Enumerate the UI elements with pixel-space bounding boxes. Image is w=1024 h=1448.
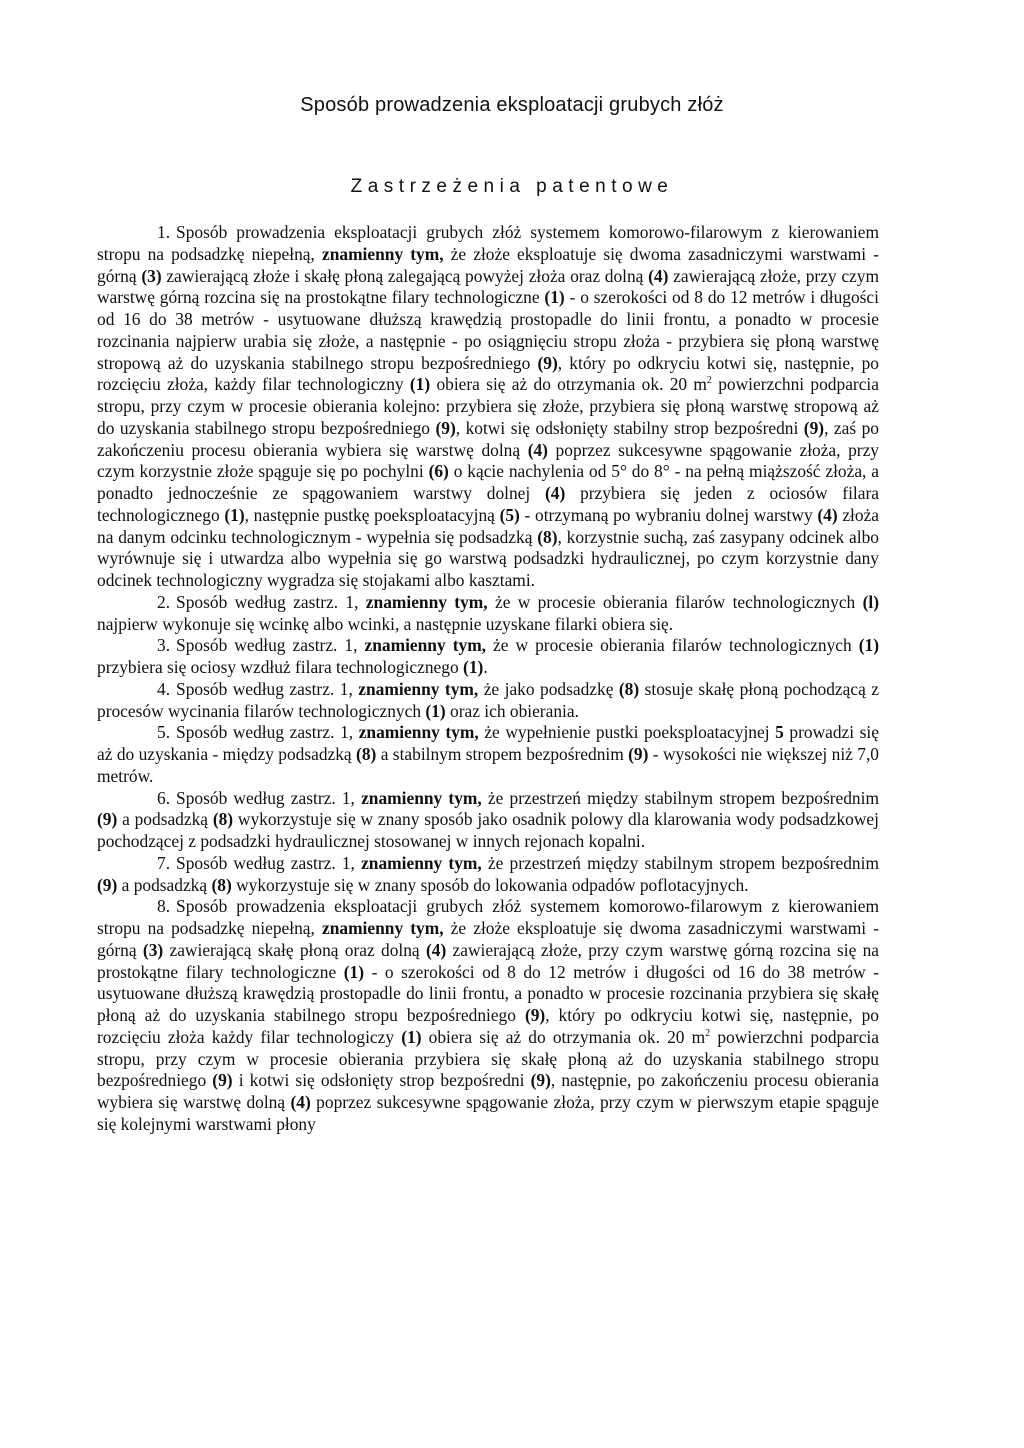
claim-text: obiera się aż do otrzymania ok. 20 m — [430, 374, 707, 395]
claim-text: prowadzi się aż do uzyskania - między podsadzką — [97, 722, 879, 764]
claim-number: 7. — [157, 852, 171, 873]
claim-text: i kotwi się odsłonięty strop bezpośredni — [232, 1070, 531, 1091]
claim-bold-text: znamienny tym, — [365, 591, 488, 612]
claim-bold-text: znamienny tym, — [364, 635, 487, 656]
claim-text: Sposób według zastrz. 1, — [176, 635, 365, 656]
claim-bold-text: (1) — [425, 700, 446, 721]
claim-paragraph — [97, 679, 879, 723]
claim-text: Sposób według zastrz. 1, — [176, 678, 359, 699]
claim-number: 3. — [157, 635, 171, 656]
claim-text: obiera się aż do otrzymania ok. 20 m — [421, 1026, 706, 1047]
claims-list — [97, 222, 879, 1136]
claim-bold-text: (9) — [628, 744, 649, 764]
claim-bold-text: (4) — [290, 1092, 311, 1112]
claim-text: poprzez sukcesywne spągowanie złoża, przy czym w pierwszym etapie spąguje się kolejnymi warstwami płony — [97, 1092, 879, 1134]
claim-bold-text: (9) — [212, 1070, 233, 1091]
claim-bold-text: znamienny tym, — [361, 787, 482, 808]
claim-text: - o szerokości od 8 do 12 metrów i długości od 16 do 38 metrów - usytuowane dłuższą krawędzią prostopadle do linii frontu, a ponadto w procesie rozcinania najpierw urabia się złoże, a następnie - po osiągnięciu stropu złoża - przybiera się płoną warstwę stropową aż do uzyskania stabilnego stropu bezpośredniego — [97, 287, 879, 373]
claim-number: 5. — [157, 722, 171, 743]
claim-text: że złoże eksploatuje się dwoma zasadniczymi warstwami - górną — [97, 243, 879, 286]
claim-text: , który po odkryciu kotwi się, następnie, po rozcięciu złoża, każdy filar technologiczny — [97, 352, 879, 395]
claim-paragraph — [97, 222, 879, 592]
claim-text: że przestrzeń między stabilnym stropem bezpośrednim — [481, 852, 879, 873]
claim-text: , następnie, po zakończeniu procesu obierania wybiera się warstwę dolną — [97, 1070, 879, 1112]
claim-bold-text: (8) — [618, 678, 640, 699]
claim-text: przybiera się jeden z ociosów filara technologicznego — [97, 483, 879, 525]
claim-text: że przestrzeń między stabilnym stropem bezpośrednim — [481, 787, 879, 808]
claim-paragraph — [97, 592, 879, 636]
claim-bold-text: (9) — [524, 1005, 546, 1025]
claim-text: złoża na danym odcinku technologicznym - wypełnia się podsadzką — [97, 504, 880, 547]
claim-bold-text: (8) — [211, 874, 232, 895]
section-heading: Zastrzeżenia patentowe — [350, 176, 674, 197]
claim-text: że w procesie obierania filarów technologicznych — [487, 591, 863, 612]
claim-text: Sposób według zastrz. 1, — [176, 787, 362, 808]
claim-text: Sposób według zastrz. 1, — [176, 852, 362, 873]
document-title: Sposób prowadzenia eksploatacji grubych złóż — [300, 94, 724, 116]
claim-bold-text: (4) — [648, 265, 669, 286]
claim-text: że w procesie obierania filarów technologicznych — [486, 635, 859, 656]
claim-paragraph — [97, 788, 879, 853]
claim-bold-text: znamienny tym, — [361, 852, 482, 873]
claim-bold-text: (1) — [463, 657, 484, 677]
claim-text: że złoże eksploatuje się dwoma zasadniczymi warstwami - górną — [97, 918, 879, 960]
claim-number: 4. — [157, 678, 171, 699]
claim-text: , który po odkryciu kotwi się, następnie, po rozcięciu złoża każdy filar technologiczy — [97, 1005, 880, 1047]
claim-paragraph — [97, 722, 879, 787]
claim-number: 8. — [157, 896, 171, 917]
claim-text: najpierw wykonuje się wcinkę albo wcinki, a następnie uzyskane filarki obiera się. — [97, 613, 674, 634]
claim-text: powierzchni podparcia stropu, przy czym w procesie obierania przybiera się skałę płoną aż do uzyskania stabilnego stropu bezpośredniego — [97, 1026, 879, 1091]
claim-bold-text: (9) — [530, 1070, 551, 1091]
claim-bold-text: (8) — [356, 744, 377, 764]
claim-superscript: 2 — [705, 1027, 711, 1039]
claim-text: wykorzystuje się w znany sposób jako osadnik polowy dla klarowania wody podsadzkowej pochodzącej z podsadzki hydraulicznej stosowanej w innych rejonach kopalni. — [97, 809, 879, 851]
claim-bold-text: (9) — [97, 874, 118, 895]
claim-text: - otrzymaną po wybraniu dolnej warstwy — [519, 504, 818, 525]
claim-text: , następnie pustkę poeksploatacyjną — [244, 504, 500, 525]
claim-bold-text: znamienny tym, — [321, 918, 444, 938]
claim-text: oraz ich obierania. — [445, 700, 579, 721]
claim-text: zawierającą złoże, przy czym warstwę górną rozcina się na prostokątne filary technologiczne — [97, 265, 879, 308]
claim-bold-text: (4) — [527, 439, 548, 460]
claim-bold-text: (4) — [545, 483, 566, 503]
claim-text: Sposób według zastrz. 1, — [176, 591, 366, 612]
claim-text: a podsadzką — [117, 874, 212, 895]
claim-text: o kącie nachylenia od 5° do 8° - na pełną miąższość złoża, a ponadto jednocześnie ze spągowaniem warstwy dolnej — [97, 461, 879, 503]
claim-text: - wysokości nie większej niż 7,0 metrów. — [97, 744, 880, 786]
claim-bold-text: (1) — [409, 374, 431, 395]
claim-text: poprzez sukcesywne spągowanie złoża, przy czym korzystnie złoże spąguje się po pochylni — [97, 439, 879, 482]
claim-text: przybiera się ociosy wzdłuż filara technologicznego — [97, 657, 464, 677]
claim-text: a podsadzką — [117, 809, 213, 830]
claim-text: zawierającą złoże, przy czym warstwę górną rozcina się na prostokątne filary technologiczne — [97, 939, 879, 982]
claim-bold-text: (9) — [803, 417, 825, 438]
claim-bold-text: 5 — [775, 722, 784, 743]
claim-text: że wypełnienie pustki poeksploatacyjnej — [478, 722, 776, 743]
claim-bold-text: (9) — [537, 352, 558, 373]
claim-bold-text: (4) — [817, 504, 838, 525]
claim-text: powierzchni podparcia stropu, przy czym w procesie obierania kolejno: przybiera się złoże, przybiera się płoną warstwę stropową aż do uzyskania stabilnego stropu bezpośredniego — [97, 374, 879, 438]
claim-text: , korzystnie suchą, zaś zasypany odcinek albo wyrównuje się i utwardza albo wypełnia się go warstwą podsadzki hydraulicznej, po czym korzystnie dany odcinek technologiczny wygradza się stojakami albo kasztami. — [97, 526, 879, 590]
claim-bold-text: (1) — [401, 1026, 422, 1047]
claim-bold-text: (3) — [142, 939, 164, 960]
claim-bold-text: (9) — [97, 809, 118, 830]
claim-text: - o szerokości od 8 do 12 metrów i długości od 16 do 38 metrów - usytuowane dłuższą krawędzią prostopadle do linii frontu, a ponadto w procesie rozcinania przybiera się skałę płoną aż do uzyskania stabilnego stropu bezpośredniego — [97, 961, 879, 1025]
claim-text: Sposób prowadzenia eksploatacji grubych złóż systemem komorowo-filarowym z kierowaniem stropu na podsadzkę niepełną, — [97, 896, 879, 938]
claim-bold-text: znamienny tym, — [358, 722, 479, 743]
claim-bold-text: (4) — [425, 939, 447, 960]
claim-bold-text: (3) — [141, 265, 162, 286]
claim-bold-text: (l) — [862, 591, 879, 612]
claim-text: , kotwi się odsłonięty stabilny strop bezpośredni — [455, 417, 804, 438]
claim-number: 6. — [157, 787, 171, 808]
claim-superscript: 2 — [706, 375, 712, 387]
claim-text: , zaś po zakończeniu procesu obierania wybiera się warstwę dolną — [97, 417, 880, 460]
claim-bold-text: (8) — [212, 809, 234, 830]
claim-text: zawierającą złoże i skałę płoną zalegającą powyżej złoża oraz dolną — [161, 265, 649, 286]
claim-text: stosuje skałę płoną pochodzącą z procesów wycinania filarów technologicznych — [97, 678, 879, 721]
claim-text: Sposób prowadzenia eksploatacji grubych złóż systemem komorowo-filarowym z kierowaniem stropu na podsadzkę niepełną, — [97, 222, 879, 264]
claim-text: . — [483, 657, 488, 677]
claim-bold-text: (1) — [224, 504, 245, 525]
claim-bold-text: (5) — [499, 504, 520, 525]
claim-bold-text: (1) — [544, 287, 565, 308]
claim-text: że jako podsadzkę — [478, 678, 619, 699]
claim-bold-text: (6) — [428, 461, 449, 482]
claim-text: wykorzystuje się w znany sposób do lokowania odpadów poflotacyjnych. — [231, 874, 749, 895]
claim-text: Sposób według zastrz. 1, — [176, 722, 359, 743]
claim-number: 2. — [157, 591, 171, 612]
claim-bold-text: (1) — [343, 961, 365, 982]
claim-number: 1. — [157, 222, 171, 242]
claim-bold-text: (9) — [435, 417, 456, 438]
claim-bold-text: (8) — [537, 526, 558, 547]
claim-paragraph — [97, 635, 879, 679]
claim-bold-text: znamienny tym, — [321, 243, 444, 264]
claim-paragraph — [97, 896, 879, 1135]
claim-text: a stabilnym stropem bezpośrednim — [376, 744, 629, 764]
claim-bold-text: (1) — [858, 635, 879, 656]
claim-bold-text: znamienny tym, — [358, 678, 479, 699]
claim-paragraph — [97, 853, 879, 897]
claim-text: zawierającą skałę płoną oraz dolną — [163, 939, 426, 960]
